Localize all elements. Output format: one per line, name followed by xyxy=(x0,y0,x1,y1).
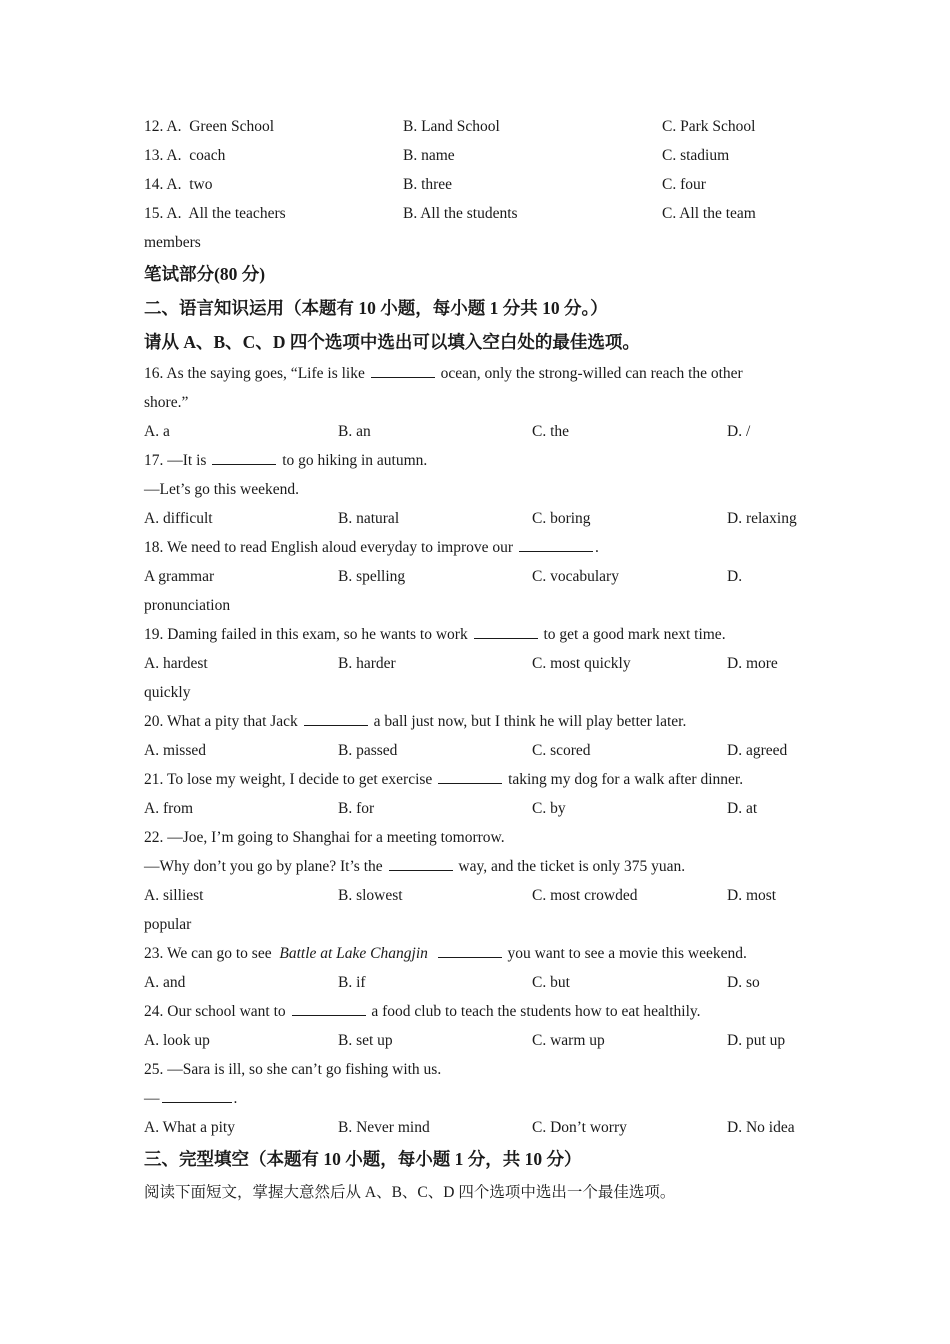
question-reply: — . xyxy=(144,1084,824,1113)
option-b: B. Never mind xyxy=(338,1119,430,1136)
options-16 xyxy=(144,417,824,446)
option-c: C. four xyxy=(662,176,706,193)
option-a: A. look up xyxy=(144,1032,210,1049)
option-c: C. warm up xyxy=(532,1032,605,1049)
listening-row-13 xyxy=(144,141,824,170)
answer-blank xyxy=(519,535,593,552)
options-20 xyxy=(144,736,824,765)
answer-blank xyxy=(212,448,276,465)
option-b: B. name xyxy=(403,147,455,164)
options-17 xyxy=(144,504,824,533)
option-c: C. Don’t worry xyxy=(532,1119,627,1136)
question-24: 24. Our school want to a food club to teach the students how to eat healthily. xyxy=(144,997,824,1026)
option-b: B. three xyxy=(403,176,453,193)
question-23: 23. We can go to see Battle at Lake Changjin you want to see a movie this weekend. xyxy=(144,939,824,968)
section-2-instruction: 请从 A、B、C、D 四个选项中选出可以填入空白处的最佳选项。 xyxy=(144,332,640,352)
option-c: C. but xyxy=(532,974,570,991)
question-20: 20. What a pity that Jack a ball just now, but I think he will play better later. xyxy=(144,707,824,736)
option-wrap: quickly xyxy=(144,684,191,701)
answer-blank xyxy=(474,622,538,639)
option-d: D. at xyxy=(727,800,758,817)
options-18 xyxy=(144,562,824,591)
listening-row-12 xyxy=(144,112,824,141)
option-a: A. missed xyxy=(144,742,206,759)
option-b: B. natural xyxy=(338,510,400,527)
option-c: C. most crowded xyxy=(532,887,638,904)
question-wrap: shore.” xyxy=(144,394,189,411)
options-22 xyxy=(144,881,824,910)
option-a: 12. A. Green School xyxy=(144,118,275,135)
option-b: B. for xyxy=(338,800,375,817)
option-b: B. All the students xyxy=(403,205,518,222)
option-d: D. so xyxy=(727,974,760,991)
options-21 xyxy=(144,794,824,823)
option-d: D. agreed xyxy=(727,742,788,759)
option-a: A. What a pity xyxy=(144,1119,235,1136)
exam-page xyxy=(144,112,824,1210)
option-a: 13. A. coach xyxy=(144,147,226,164)
options-25 xyxy=(144,1113,824,1142)
answer-blank xyxy=(292,999,366,1016)
question-18: 18. We need to read English aloud everyday to improve our . xyxy=(144,533,824,562)
options-24 xyxy=(144,1026,824,1055)
option-a: A grammar xyxy=(144,568,215,585)
option-b: B. harder xyxy=(338,655,396,672)
option-wrap: members xyxy=(144,234,201,251)
option-c: C. scored xyxy=(532,742,591,759)
answer-blank xyxy=(162,1086,232,1103)
section-2-title: 二、语言知识运用（本题有 10 小题，每小题 1 分共 10 分。） xyxy=(144,298,608,318)
question-17: 17. —It is to go hiking in autumn. xyxy=(144,446,824,475)
answer-blank xyxy=(438,767,502,784)
option-a: A. from xyxy=(144,800,194,817)
question-19: 19. Daming failed in this exam, so he wants to work to get a good mark next time. xyxy=(144,620,824,649)
option-b: B. slowest xyxy=(338,887,403,904)
option-b: B. if xyxy=(338,974,366,991)
option-b: B. Land School xyxy=(403,118,500,135)
option-c: C. boring xyxy=(532,510,591,527)
option-b: B. passed xyxy=(338,742,398,759)
section-3-title: 三、完型填空（本题有 10 小题，每小题 1 分，共 10 分） xyxy=(144,1149,582,1169)
option-d: D. No idea xyxy=(727,1119,795,1136)
option-a: A. difficult xyxy=(144,510,213,527)
option-a: 15. A. All the teachers xyxy=(144,205,286,222)
question-16: 16. As the saying goes, “Life is like ocean, only the strong-willed can reach the other xyxy=(144,359,824,388)
option-d: D. most xyxy=(727,887,777,904)
option-a: 14. A. two xyxy=(144,176,213,193)
option-c: C. the xyxy=(532,423,570,440)
option-c: C. All the team xyxy=(662,205,756,222)
option-a: A. and xyxy=(144,974,186,991)
option-a: A. hardest xyxy=(144,655,208,672)
option-wrap: pronunciation xyxy=(144,597,231,614)
answer-blank xyxy=(389,854,453,871)
option-c: C. Park School xyxy=(662,118,756,135)
question-25: 25. —Sara is ill, so she can’t go fishing with us. xyxy=(144,1061,442,1078)
listening-row-15 xyxy=(144,199,824,228)
option-c: C. by xyxy=(532,800,566,817)
option-a: A. silliest xyxy=(144,887,204,904)
option-c: C. most quickly xyxy=(532,655,631,672)
option-d: D. xyxy=(727,568,743,585)
options-19 xyxy=(144,649,824,678)
option-b: B. spelling xyxy=(338,568,406,585)
option-c: C. vocabulary xyxy=(532,568,619,585)
options-23 xyxy=(144,968,824,997)
option-b: B. an xyxy=(338,423,371,440)
question-21: 21. To lose my weight, I decide to get exercise taking my dog for a walk after dinner. xyxy=(144,765,824,794)
listening-row-14 xyxy=(144,170,824,199)
question-reply: —Let’s go this weekend. xyxy=(144,481,299,498)
option-d: D. relaxing xyxy=(727,510,797,527)
written-part-title: 笔试部分(80 分) xyxy=(144,264,266,284)
option-d: D. / xyxy=(727,423,751,440)
option-wrap: popular xyxy=(144,916,192,933)
answer-blank xyxy=(438,941,502,958)
section-3-instruction: 阅读下面短文，掌握大意然后从 A、B、C、D 四个选项中选出一个最佳选项。 xyxy=(144,1184,676,1201)
option-d: D. put up xyxy=(727,1032,786,1049)
option-c: C. stadium xyxy=(662,147,730,164)
question-22: 22. —Joe, I’m going to Shanghai for a meeting tomorrow. xyxy=(144,829,505,846)
question-reply: —Why don’t you go by plane? It’s the way, and the ticket is only 375 yuan. xyxy=(144,852,824,881)
option-b: B. set up xyxy=(338,1032,393,1049)
answer-blank xyxy=(304,709,368,726)
option-a: A. a xyxy=(144,423,170,440)
option-d: D. more xyxy=(727,655,778,672)
movie-title: Battle at Lake Changjin xyxy=(279,945,428,962)
answer-blank xyxy=(371,361,435,378)
